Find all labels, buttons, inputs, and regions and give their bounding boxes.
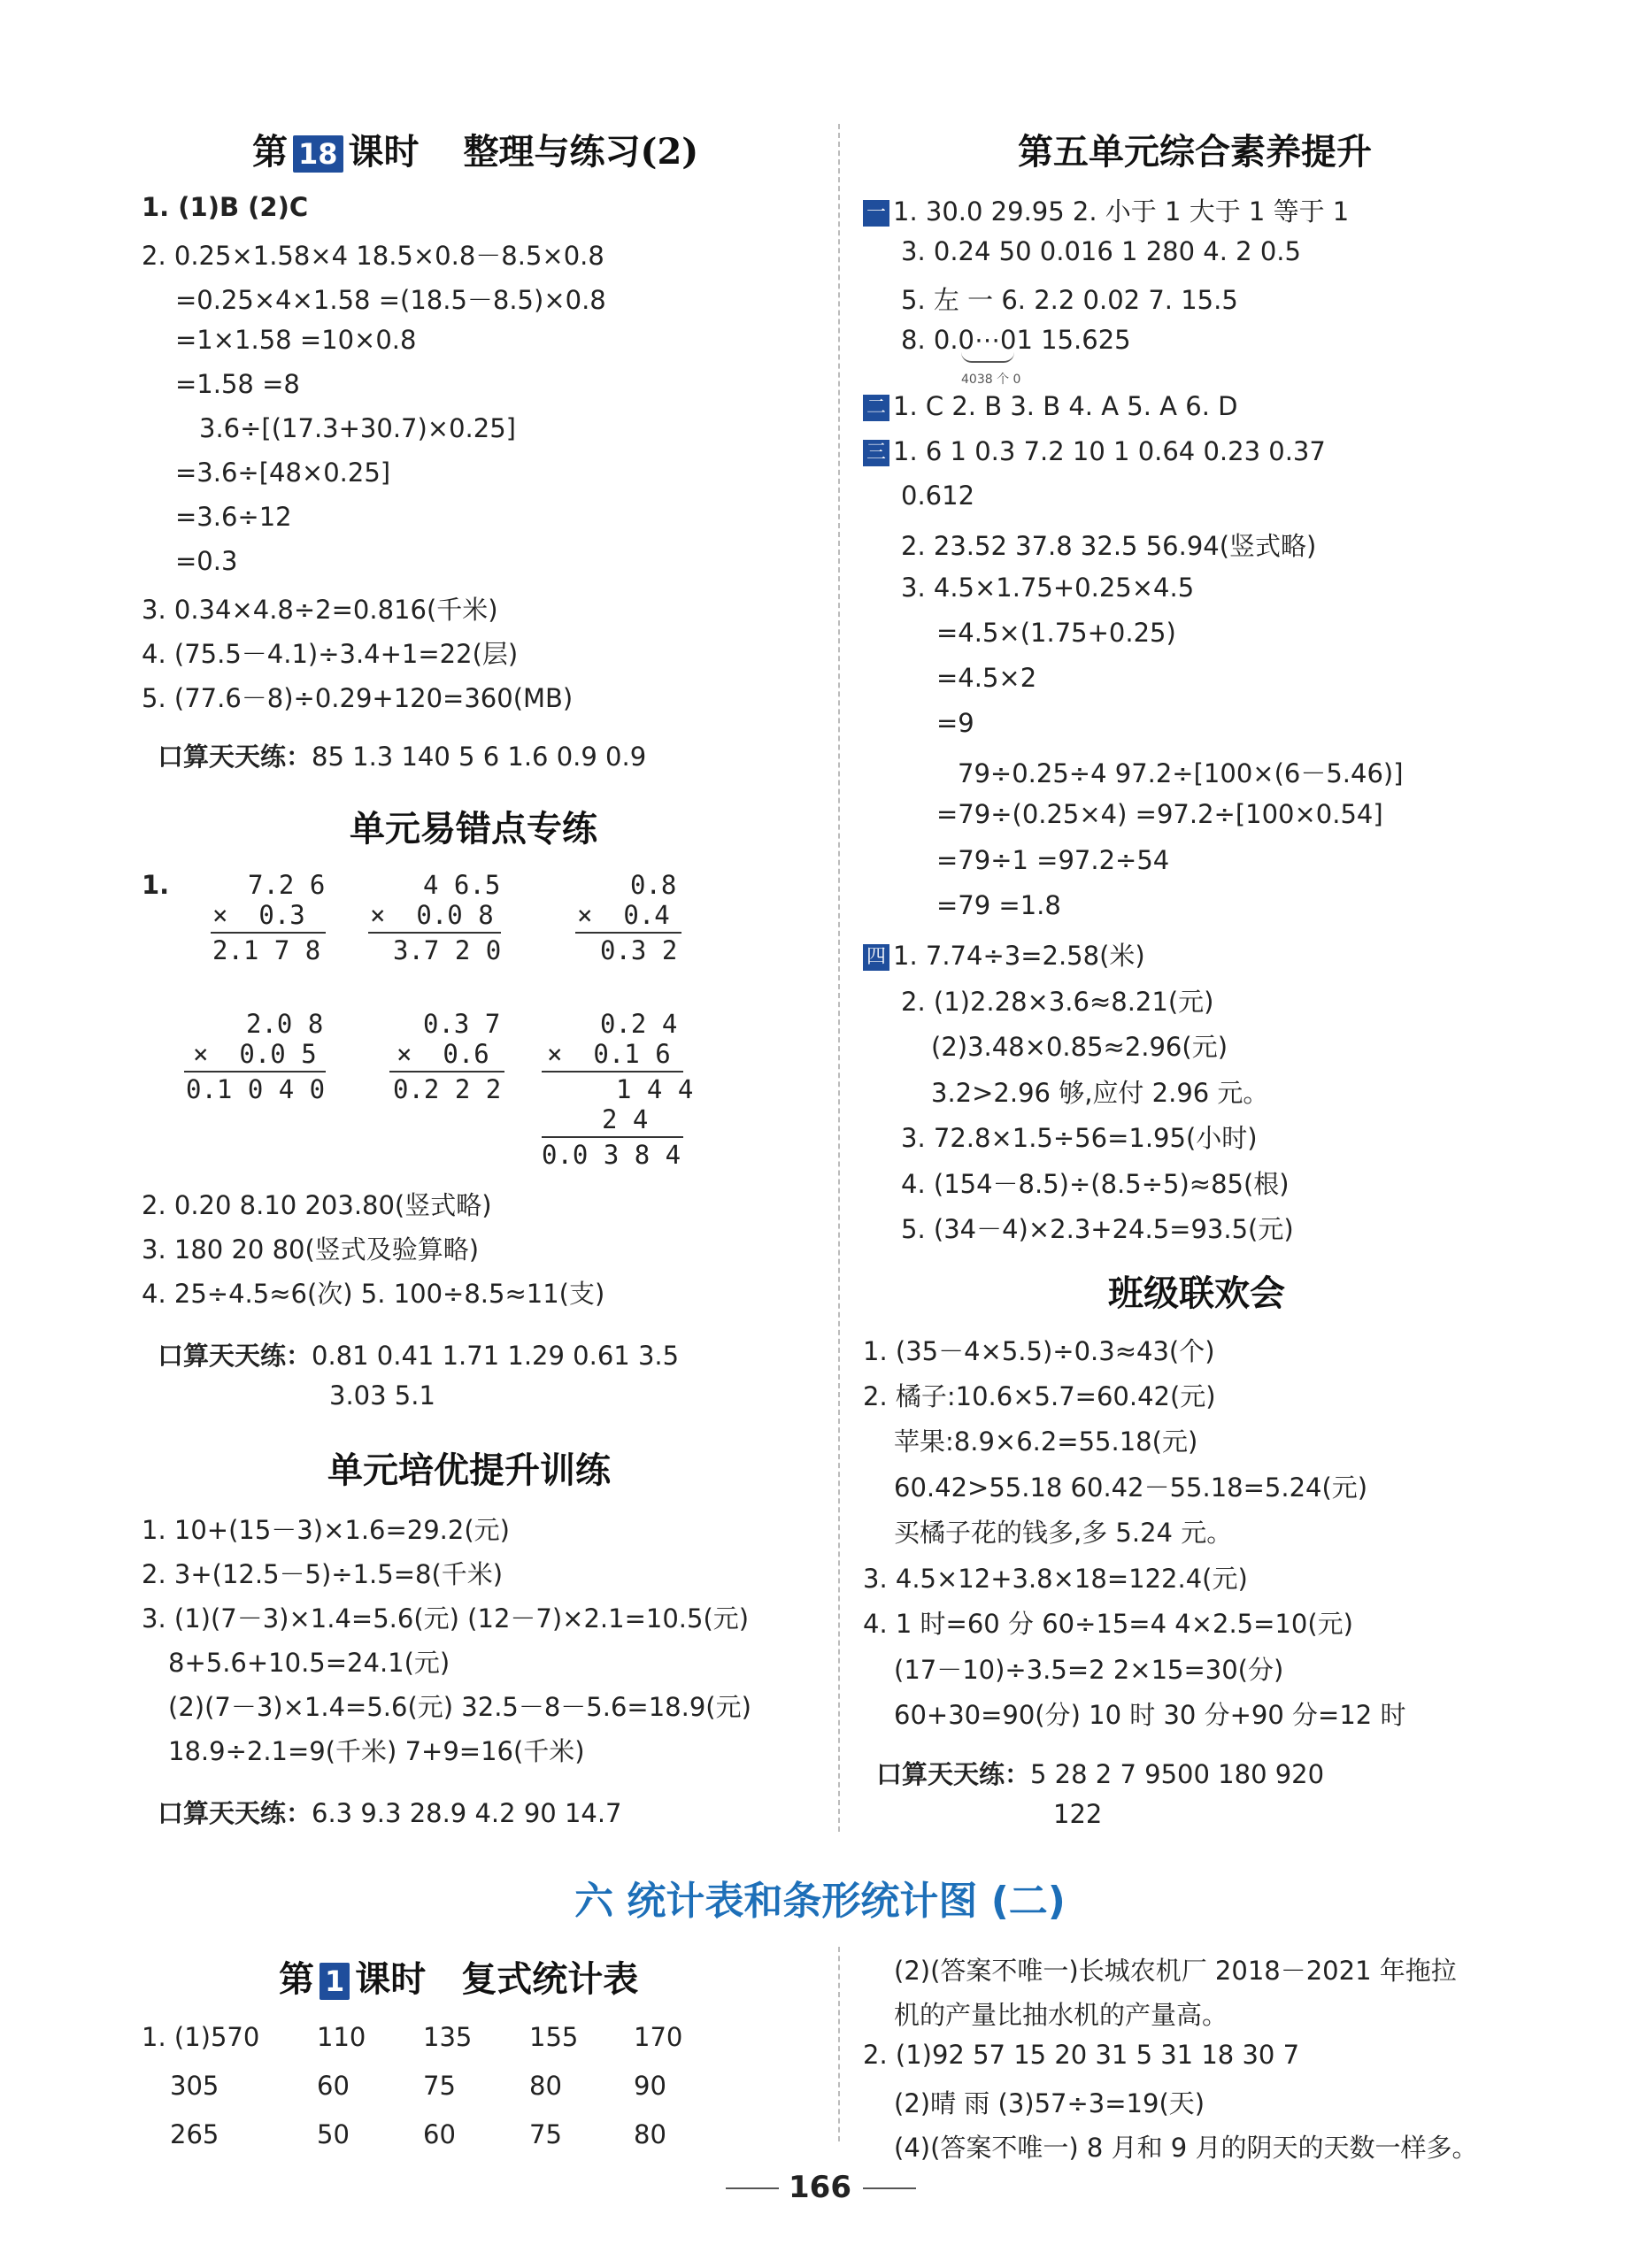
vm-c-line3: 0.3 2 (600, 935, 678, 965)
r-line: 3. 0.24 50 0.016 1 280 4. 2 0.5 (901, 236, 1301, 266)
p-line: 2. 橘子:10.6×5.7=60.42(元) (863, 1381, 1216, 1411)
r-line: 3. 4.5×1.75+0.25×4.5 (901, 573, 1195, 603)
l18-line: =3.6÷[48×0.25] (175, 457, 391, 488)
table-cell: 135 (423, 2022, 473, 2052)
vm-d-line2: × 0.0 5 (193, 1039, 317, 1069)
imp-line: 1. 10+(15－3)×1.6=29.2(元) (142, 1515, 510, 1545)
vm-b-line2: × 0.0 8 (370, 900, 494, 930)
oral-practice-1: 口算天天练：85 1.3 140 5 6 1.6 0.9 0.9 (158, 742, 647, 772)
err-line: 2. 0.20 8.10 203.80(竖式略) (142, 1190, 492, 1220)
r-line: 79÷0.25÷4 97.2÷[100×(6－5.46)] (958, 758, 1404, 788)
vm-f-line4: 2 4 (602, 1104, 649, 1134)
lesson-number-badge: 1 (320, 1963, 350, 2000)
oral-practice-3: 口算天天练：6.3 9.3 28.9 4.2 90 14.7 (158, 1798, 622, 1828)
vm-f-line2: × 0.1 6 (547, 1039, 671, 1069)
r-line: =4.5×(1.75+0.25) (936, 618, 1176, 648)
r-line: =9 (936, 708, 974, 738)
r-line: 5. (34－4)×2.3+24.5=93.5(元) (901, 1214, 1294, 1244)
vm-f-rule2 (542, 1136, 683, 1138)
imp-line: 3. (1)(7－3)×1.4=5.6(元) (12－7)×2.1=10.5(元) (142, 1603, 750, 1634)
r-line: 二 1. C 2. B 3. B 4. A 5. A 6. D (863, 391, 1237, 421)
r-line: (2)3.48×0.85≈2.96(元) (931, 1032, 1228, 1062)
err-line: 4. 25÷4.5≈6(次) 5. 100÷8.5≈11(支) (142, 1279, 605, 1309)
zeros-note: 4038 个 0 (961, 373, 1021, 387)
table-cell: 170 (634, 2022, 683, 2052)
l18-line: =1.58 =8 (175, 369, 300, 399)
r-line: 8. 0.0⋯01 15.625 (901, 325, 1131, 355)
column-divider-bottom (838, 1947, 840, 2141)
r-line: 四 1. 7.74÷3=2.58(米) (863, 936, 1145, 973)
vm-e-line3: 0.2 2 2 (393, 1074, 502, 1104)
vm-e-line2: × 0.6 (397, 1039, 489, 1069)
r-line: 3. 72.8×1.5÷56=1.95(小时) (901, 1123, 1258, 1153)
zeros-brace (961, 352, 1014, 363)
l18-line: 1. (1)B (2)C (142, 192, 309, 222)
br-line: 机的产量比抽水机的产量高。 (894, 2000, 1228, 2030)
oral-practice-4: 口算天天练：5 28 2 7 9500 180 920 (876, 1759, 1325, 1789)
table-cell: 75 (423, 2071, 456, 2101)
br-line: (2)(答案不唯一)长城农机厂 2018－2021 年拖拉 (894, 1956, 1457, 1986)
r-line: 4. (154－8.5)÷(8.5÷5)≈85(根) (901, 1169, 1290, 1199)
vm-c-rule (575, 932, 681, 934)
p-line: 60.42>55.18 60.42－55.18=5.24(元) (894, 1472, 1368, 1503)
r-line: =4.5×2 (936, 663, 1037, 693)
r-line: =79 =1.8 (936, 890, 1061, 920)
table-cell: 265 (170, 2119, 219, 2149)
r-line: 三 1. 6 1 0.3 7.2 10 1 0.64 0.23 0.37 (863, 436, 1326, 466)
oral-practice-2: 口算天天练：0.81 0.41 1.71 1.29 0.61 3.5 (158, 1341, 680, 1371)
r-line: 5. 左 一 6. 2.2 0.02 7. 15.5 (901, 285, 1238, 315)
page-number-dash-right (863, 2187, 916, 2189)
vm-f-line3: 1 4 4 (616, 1074, 694, 1104)
p-line: 3. 4.5×12+3.8×18=122.4(元) (863, 1564, 1248, 1594)
vm-b-line3: 3.7 2 0 (393, 935, 502, 965)
lesson18-title: 第 18 课时 整理与练习(2) (252, 131, 699, 173)
section6-title: 六 统计表和条形统计图 (二) (574, 1879, 1066, 1924)
lesson1-title: 第 1 课时 复式统计表 (279, 1958, 639, 2000)
vm-f-line5: 0.0 3 8 4 (542, 1140, 681, 1170)
l18-line: =1×1.58 =10×0.8 (175, 325, 417, 355)
errors-section-title: 单元易错点专练 (350, 808, 597, 850)
lesson-number-badge: 18 (293, 135, 343, 173)
party-section-title: 班级联欢会 (1108, 1272, 1285, 1314)
column-divider-top (838, 124, 840, 1832)
oral-practice-4-cont: 122 (1053, 1799, 1103, 1829)
vm-a-line1: 7.2 6 (248, 870, 326, 900)
table-cell: 80 (529, 2071, 562, 2101)
table-cell: 90 (634, 2071, 666, 2101)
vm-b-rule (368, 932, 501, 934)
br-line: 2. (1)92 57 15 20 31 5 31 18 30 7 (863, 2040, 1300, 2070)
vm-f-line1: 0.2 4 (600, 1009, 678, 1039)
vm-c-line1: 0.8 (630, 870, 677, 900)
vm-d-line3: 0.1 0 4 0 (186, 1074, 326, 1104)
l18-line: 3. 0.34×4.8÷2=0.816(千米) (142, 595, 498, 625)
l18-line: =3.6÷12 (175, 502, 292, 532)
table-cell: 75 (529, 2119, 562, 2149)
l18-line: 5. (77.6－8)÷0.29+120=360(MB) (142, 683, 574, 713)
l18-line: =0.3 (175, 546, 238, 576)
vm-f-rule1 (542, 1071, 683, 1072)
vm-a-rule (211, 932, 326, 934)
r-line: 一 1. 30.0 29.95 2. 小于 1 大于 1 等于 1 (863, 192, 1349, 228)
section-marker-3: 三 (863, 440, 889, 466)
r-line: 2. 23.52 37.8 32.5 56.94(竖式略) (901, 531, 1317, 561)
imp-line: (2)(7－3)×1.4=5.6(元) 32.5－8－5.6=18.9(元) (168, 1692, 751, 1722)
err-line: 3. 180 20 80(竖式及验算略) (142, 1234, 480, 1265)
r-line: 2. (1)2.28×3.6≈8.21(元) (901, 987, 1214, 1017)
vm-b-line1: 4 6.5 (423, 870, 501, 900)
section-marker-4: 四 (863, 944, 889, 971)
improve-section-title: 单元培优提升训练 (327, 1449, 611, 1491)
vm-d-rule (184, 1071, 326, 1072)
table-cell: 50 (317, 2119, 350, 2149)
imp-line: 8+5.6+10.5=24.1(元) (168, 1648, 450, 1678)
section-marker-1: 一 (863, 200, 889, 227)
l18-line: =0.25×4×1.58 =(18.5－8.5)×0.8 (175, 285, 606, 315)
l18-line: 2. 0.25×1.58×4 18.5×0.8－8.5×0.8 (142, 241, 604, 271)
vm-e-line1: 0.3 7 (423, 1009, 501, 1039)
table-cell: 60 (423, 2119, 456, 2149)
page-number: 166 (789, 2170, 851, 2205)
table-cell: 155 (529, 2022, 579, 2052)
vm-question-number: 1. (142, 870, 170, 900)
table-cell: 305 (170, 2071, 219, 2101)
unit5-title: 第五单元综合素养提升 (1018, 131, 1372, 173)
vm-d-line1: 2.0 8 (246, 1009, 324, 1039)
br-line: (4)(答案不唯一) 8 月和 9 月的阴天的天数一样多。 (894, 2133, 1478, 2163)
p-line: 买橘子花的钱多,多 5.24 元。 (894, 1518, 1233, 1548)
oral-practice-2-cont: 3.03 5.1 (329, 1380, 435, 1411)
vm-a-line3: 2.1 7 8 (212, 935, 321, 965)
table-cell: 1. (1)570 (142, 2022, 260, 2052)
p-line: 苹果:8.9×6.2=55.18(元) (894, 1426, 1198, 1457)
vm-c-line2: × 0.4 (577, 900, 670, 930)
vm-a-line2: × 0.3 (212, 900, 305, 930)
table-cell: 80 (634, 2119, 666, 2149)
r-line: =79÷(0.25×4) =97.2÷[100×0.54] (936, 799, 1383, 829)
l18-line: 4. (75.5－4.1)÷3.4+1=22(层) (142, 639, 519, 669)
r-line: 0.612 (901, 481, 975, 511)
p-line: 4. 1 时=60 分 60÷15=4 4×2.5=10(元) (863, 1609, 1353, 1639)
vm-e-rule (389, 1071, 504, 1072)
imp-line: 18.9÷2.1=9(千米) 7+9=16(千米) (168, 1736, 585, 1766)
r-line: =79÷1 =97.2÷54 (936, 845, 1170, 875)
p-line: 60+30=90(分) 10 时 30 分+90 分=12 时 (894, 1700, 1406, 1730)
table-cell: 60 (317, 2071, 350, 2101)
br-line: (2)晴 雨 (3)57÷3=19(天) (894, 2088, 1205, 2118)
r-line: 3.2>2.96 够,应付 2.96 元。 (931, 1078, 1269, 1108)
l18-line: 3.6÷[(17.3+30.7)×0.25] (199, 413, 516, 443)
imp-line: 2. 3+(12.5－5)÷1.5=8(千米) (142, 1559, 504, 1589)
table-cell: 110 (317, 2022, 366, 2052)
p-line: 1. (35－4×5.5)÷0.3≈43(个) (863, 1336, 1215, 1366)
p-line: (17－10)÷3.5=2 2×15=30(分) (894, 1655, 1284, 1685)
section-marker-2: 二 (863, 395, 889, 421)
